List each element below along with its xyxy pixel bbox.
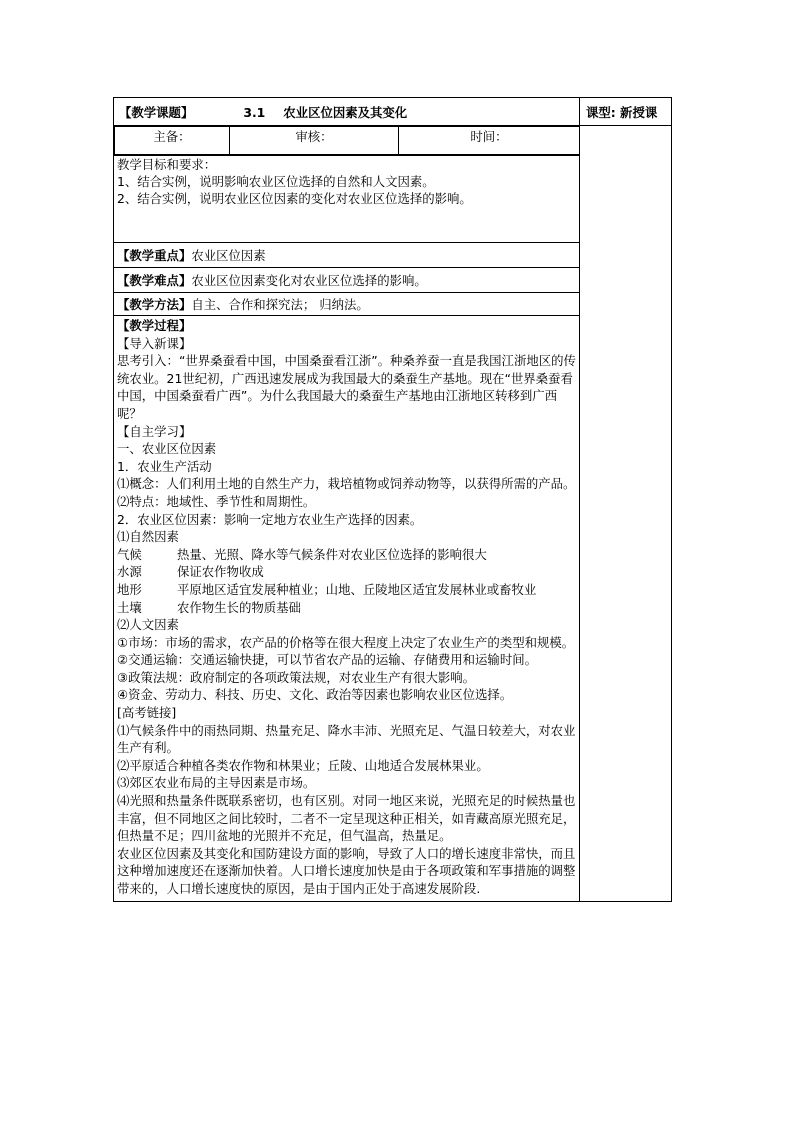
concept-text: ⑴概念：人们利用土地的自然生产力，栽培植物或饲养动物等，以获得所需的产品。 bbox=[117, 476, 576, 492]
method-text: 自主、合作和探究法； 归纳法。 bbox=[191, 296, 369, 312]
factor-name: 气候 bbox=[117, 546, 142, 562]
factor-name: 土壤 bbox=[117, 599, 142, 615]
side-column bbox=[580, 126, 672, 902]
human-factors-heading: ⑵人文因素 bbox=[117, 617, 179, 633]
objective-item: 2、结合实例，说明农业区位因素的变化对农业区位选择的影响。 bbox=[117, 191, 472, 206]
process-heading: 【教学过程】 bbox=[117, 318, 192, 333]
objective-item: 1、结合实例，说明影响农业区位选择的自然和人文因素。 bbox=[117, 174, 435, 189]
closing-paragraph: 农业区位因素及其变化和国防建设方面的影响，导致了人口的增长速度非常快，而且这种增加速度还在逐渐加快着。人口增长速度加快是由于各项政策和军事措施的调整带来的，人口增长速度快的原因，是由于国内正处于高速发展阶段. bbox=[117, 845, 576, 896]
objectives-section bbox=[114, 156, 580, 243]
natural-factor-row bbox=[117, 563, 576, 581]
human-factor-item: ②交通运输：交通运输快捷，可以节省农产品的运输、存储费用和运输时间。 bbox=[117, 652, 537, 668]
intro-heading: 【导入新课】 bbox=[117, 335, 192, 351]
process-section bbox=[114, 316, 580, 902]
factor-desc: 农作物生长的物质基础 bbox=[177, 599, 301, 615]
human-factor-item: ④资金、劳动力、科技、历史、文化、政治等因素也影响农业区位选择。 bbox=[117, 687, 513, 703]
lesson-title: 农业区位因素及其变化 bbox=[283, 104, 408, 120]
factor-name: 地形 bbox=[117, 581, 142, 597]
meta-table bbox=[114, 126, 579, 155]
lesson-plan-table bbox=[113, 97, 672, 902]
difficulty-text: 农业区位因素变化对农业区位选择的影响。 bbox=[191, 272, 427, 288]
human-factor-item: ③政策法规：政府制定的各项政策法规，对农业生产有很大影响。 bbox=[117, 669, 476, 685]
factor-desc: 保证农作物收成 bbox=[177, 564, 264, 580]
exam-link-item: ⑵平原适合种植各类农作物和林果业；丘陵、山地适合发展林果业。 bbox=[117, 757, 489, 773]
natural-factor-row bbox=[117, 546, 576, 564]
intro-text: 思考引入：“世界桑蚕看中国，中国桑蚕看江浙”。种桑养蚕一直是我国江浙地区的传统农业。21世纪初，广西迅速发展成为我国最大的桑蚕生产基地。现在“世界桑蚕看中国，中国桑蚕看广西”。为什么我国最大的桑蚕生产基地由江浙地区转移到广西呢？ bbox=[117, 353, 576, 421]
natural-factors-heading: ⑴自然因素 bbox=[117, 529, 179, 545]
objectives-heading: 教学目标和要求： bbox=[117, 157, 217, 172]
factor-name: 水源 bbox=[117, 564, 142, 580]
exam-link-item: ⑷光照和热量条件既联系密切，也有区别。对同一地区来说，光照充足的时候热量也丰富，但不同地区之间比较时，二者不一定呈现这种正相关，如青藏高原光照充足，但热量不足；四川盆地的光照并不充足，但气温高，热量足。 bbox=[117, 793, 576, 844]
lesson-title-cell bbox=[114, 98, 580, 126]
preparer-field: 主备： bbox=[115, 127, 230, 155]
natural-factor-row bbox=[117, 581, 576, 599]
reviewer-field: 审核： bbox=[230, 127, 399, 155]
factor-desc: 热量、光照、降水等气候条件对农业区位选择的影响很大 bbox=[177, 546, 487, 562]
key-point-section bbox=[114, 243, 580, 268]
time-field: 时间： bbox=[399, 127, 580, 155]
method-label: 【教学方法】 bbox=[117, 296, 192, 312]
lesson-type: 课型: 新授课 bbox=[580, 98, 672, 126]
key-point-label: 【教学重点】 bbox=[117, 247, 192, 263]
subsection-heading: 1．农业生产活动 bbox=[117, 458, 212, 474]
subsection-heading: 2．农业区位因素：影响一定地方农业生产选择的因素。 bbox=[117, 511, 423, 527]
difficulty-section bbox=[114, 268, 580, 293]
difficulty-label: 【教学难点】 bbox=[117, 272, 192, 288]
natural-factor-row bbox=[117, 599, 576, 617]
method-section bbox=[114, 293, 580, 316]
meta-cell bbox=[114, 126, 580, 156]
exam-link-heading: [高考链接] bbox=[117, 705, 177, 721]
self-study-heading: 【自主学习】 bbox=[117, 423, 192, 439]
exam-link-item: ⑶郊区农业布局的主导因素是市场。 bbox=[117, 775, 316, 791]
key-point-text: 农业区位因素 bbox=[191, 247, 266, 263]
human-factor-item: ①市场：市场的需求，农产品的价格等在很大程度上决定了农业生产的类型和规模。 bbox=[117, 634, 575, 650]
section-heading: 一、农业区位因素 bbox=[117, 441, 217, 457]
features-text: ⑵特点：地域性、季节性和周期性。 bbox=[117, 493, 316, 509]
exam-link-item: ⑴气候条件中的雨热同期、热量充足、降水丰沛、光照充足、气温日较差大，对农业生产有利。 bbox=[117, 722, 576, 756]
lesson-number: 3.1 bbox=[243, 104, 266, 120]
factor-desc: 平原地区适宜发展种植业；山地、丘陵地区适宜发展林业或畜牧业 bbox=[177, 581, 537, 597]
lesson-title-label: 【教学课题】 bbox=[119, 104, 194, 120]
